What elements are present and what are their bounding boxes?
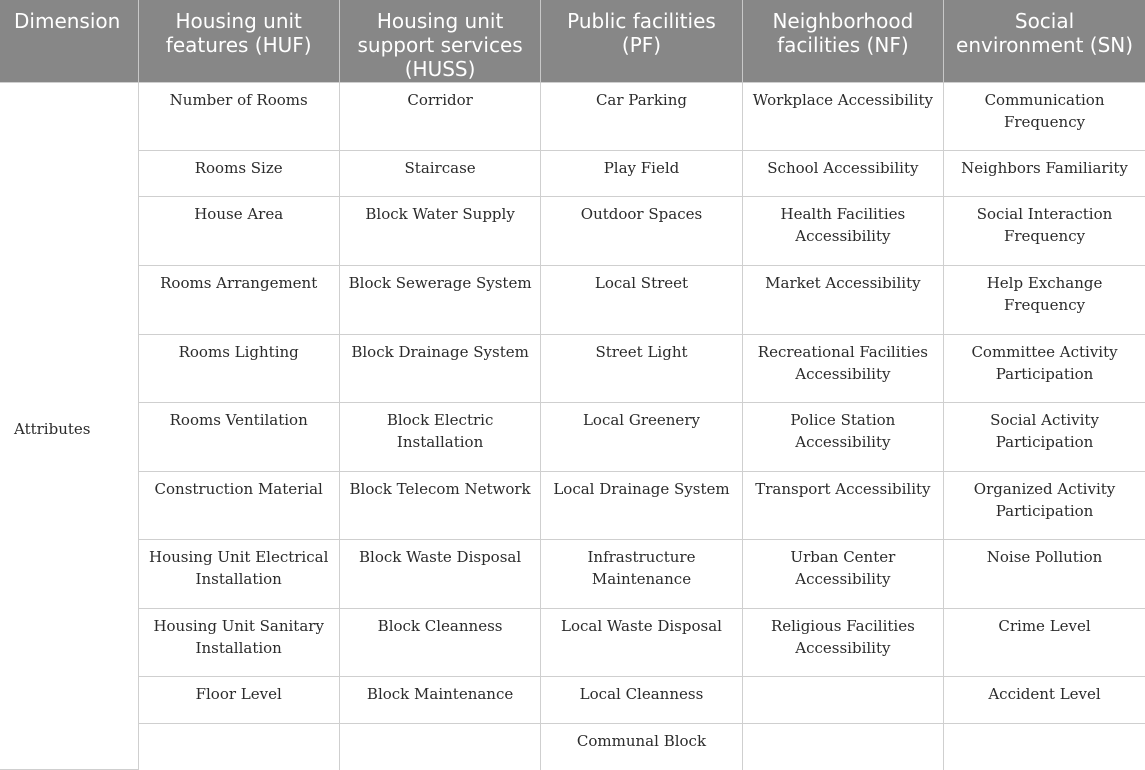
table-cell: Local Waste Disposal [541, 608, 742, 677]
table-row [0, 403, 1145, 472]
table-cell: Transport Accessibility [742, 471, 943, 540]
table-row [0, 471, 1145, 540]
table-cell: Local Cleanness [541, 677, 742, 723]
table-cell: Play Field [541, 151, 742, 197]
table-cell: Communal Block [541, 723, 742, 769]
table-cell: Help Exchange Frequency [944, 265, 1145, 334]
table-cell: Block Waste Disposal [339, 540, 540, 609]
table-cell: Religious Facilities Accessibility [742, 608, 943, 677]
table-cell: Outdoor Spaces [541, 197, 742, 266]
table-cell [138, 723, 339, 769]
header-huss: Housing unit support services (HUSS) [339, 0, 540, 82]
table-cell: Rooms Size [138, 151, 339, 197]
table-cell: Noise Pollution [944, 540, 1145, 609]
table-cell: Social Activity Participation [944, 403, 1145, 472]
table-cell: Rooms Ventilation [138, 403, 339, 472]
table-row [0, 265, 1145, 334]
table-cell: Local Street [541, 265, 742, 334]
table-cell: Local Greenery [541, 403, 742, 472]
table-row [0, 197, 1145, 266]
table-cell: Block Telecom Network [339, 471, 540, 540]
table-cell: Floor Level [138, 677, 339, 723]
table-cell: Health Facilities Accessibility [742, 197, 943, 266]
table-cell [339, 723, 540, 769]
header-row [0, 0, 1145, 82]
table-cell: Corridor [339, 82, 540, 151]
table-cell: Block Electric Installation [339, 403, 540, 472]
table-cell: Organized Activity Participation [944, 471, 1145, 540]
table-cell: Rooms Lighting [138, 334, 339, 403]
table-cell: Block Cleanness [339, 608, 540, 677]
table-cell: Committee Activity Participation [944, 334, 1145, 403]
table-cell: Car Parking [541, 82, 742, 151]
table-row [0, 677, 1145, 723]
table-row [0, 608, 1145, 677]
table-cell: Market Accessibility [742, 265, 943, 334]
header-sn: Social environment (SN) [944, 0, 1145, 82]
table-cell: Urban Center Accessibility [742, 540, 943, 609]
table-cell: Social Interaction Frequency [944, 197, 1145, 266]
table-cell: Housing Unit Electrical Installation [138, 540, 339, 609]
table-cell: House Area [138, 197, 339, 266]
table-cell: School Accessibility [742, 151, 943, 197]
table-cell: Block Sewerage System [339, 265, 540, 334]
table-row [0, 540, 1145, 609]
table-cell: Workplace Accessibility [742, 82, 943, 151]
table-cell: Street Light [541, 334, 742, 403]
table-cell: Recreational Facilities Accessibility [742, 334, 943, 403]
table-row [0, 723, 1145, 769]
table-cell: Block Water Supply [339, 197, 540, 266]
table-row [0, 151, 1145, 197]
table-cell: Block Maintenance [339, 677, 540, 723]
table-cell [742, 723, 943, 769]
header-dimension: Dimension [0, 0, 138, 82]
table-cell: Rooms Arrangement [138, 265, 339, 334]
table-cell [944, 723, 1145, 769]
table-cell: Police Station Accessibility [742, 403, 943, 472]
table-row [0, 334, 1145, 403]
table-cell: Neighbors Familiarity [944, 151, 1145, 197]
table-cell: Number of Rooms [138, 82, 339, 151]
header-pf: Public facilities (PF) [541, 0, 742, 82]
header-nf: Neighborhood facilities (NF) [742, 0, 943, 82]
table-cell: Accident Level [944, 677, 1145, 723]
table-cell: Construction Material [138, 471, 339, 540]
table-cell: Housing Unit Sanitary Installation [138, 608, 339, 677]
table-cell: Block Drainage System [339, 334, 540, 403]
table-cell: Crime Level [944, 608, 1145, 677]
table-cell: Local Drainage System [541, 471, 742, 540]
table-cell: Infrastructure Maintenance [541, 540, 742, 609]
row-label-attributes: Attributes [0, 82, 138, 770]
table-row [0, 82, 1145, 151]
table-cell [742, 677, 943, 723]
table-cell: Communication Frequency [944, 82, 1145, 151]
header-huf: Housing unit features (HUF) [138, 0, 339, 82]
table-cell: Staircase [339, 151, 540, 197]
